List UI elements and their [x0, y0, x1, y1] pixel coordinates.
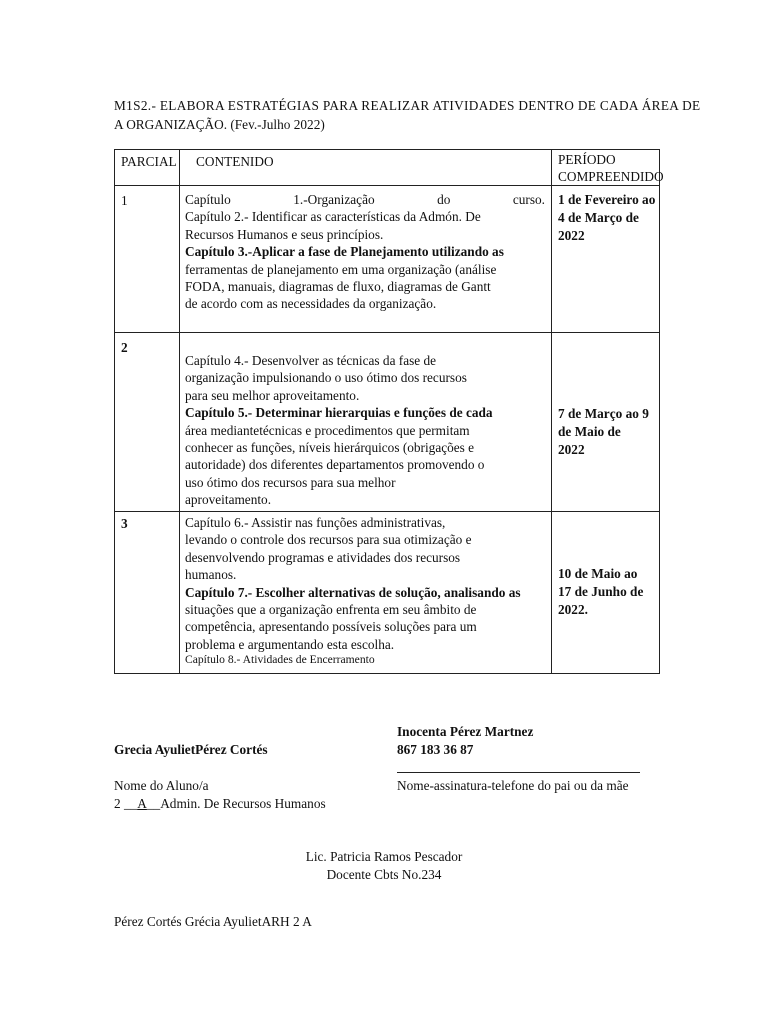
- chapter-title-line: Capítulo 3.-Aplicar a fase de Planejamento utilizando as: [185, 244, 504, 260]
- content-line: de acordo com as necessidades da organização.: [185, 296, 437, 312]
- row-1-content: [180, 186, 551, 313]
- row-2-period: [552, 333, 659, 511]
- content-line: Recursos Humanos e seus princípios.: [185, 226, 384, 242]
- content-line: ferramentas de planejamento em uma organização (análise: [185, 261, 497, 277]
- row-1-parcial: 1: [121, 193, 128, 208]
- heading-line-2: A ORGANIZAÇÃO. (Fev.-Julho 2022): [114, 117, 325, 132]
- content-line: organização impulsionando o uso ótimo dos recursos: [185, 370, 467, 386]
- content-line: desenvolvendo programas e atividades dos recursos: [185, 549, 461, 565]
- row-1-content-cell: [180, 186, 552, 333]
- period-text: [558, 191, 655, 245]
- row-2-content-cell: [180, 333, 552, 512]
- group-prefix: 2 __: [114, 796, 138, 811]
- row-2-parcial-cell: [115, 333, 180, 512]
- parent-label: Nome-assinatura-telefone do pai ou da mãe: [397, 778, 629, 793]
- content-line: Capítulo 2.- Identificar as características da Admón. De: [185, 209, 481, 225]
- row-1-word: 1.-Organização: [293, 192, 375, 207]
- content-line: uso ótimo dos recursos para sua melhor: [185, 474, 396, 490]
- period-line: de Maio de: [558, 424, 621, 439]
- header-contenido: CONTENIDO: [196, 154, 274, 169]
- content-line: problema e argumentando esta escolha.: [185, 636, 395, 652]
- header-cell-contenido: [180, 150, 552, 186]
- period-text: [558, 565, 643, 619]
- row-1-word: curso.: [512, 192, 545, 207]
- period-line: 4 de Março de: [558, 210, 639, 225]
- content-line: autoridade) dos diferentes departamentos promovendo o: [185, 457, 485, 473]
- header-cell-parcial: [115, 150, 180, 186]
- content-line: competência, apresentando possíveis soluções para um: [185, 619, 477, 635]
- content-line: Capítulo 6.- Assistir nas funções administrativas,: [185, 515, 446, 530]
- content-line: situações que a organização enfrenta em seu âmbito de: [185, 601, 477, 617]
- content-line: FODA, manuais, diagramas de fluxo, diagramas de Gantt: [185, 278, 491, 294]
- table-header-row: [115, 150, 660, 186]
- header-cell-periodo: [552, 150, 664, 186]
- row-1-period-cell: [552, 186, 660, 333]
- teacher-name: Lic. Patricia Ramos Pescador: [305, 849, 463, 864]
- period-line: 17 de Junho de: [558, 584, 644, 599]
- row-3-content-cell: [180, 512, 552, 674]
- row-1-parcial-cell: [115, 186, 180, 333]
- parent-name: Inocenta Pérez Martnez: [397, 724, 534, 739]
- period-line: 2022.: [558, 602, 588, 617]
- row-3-period-cell: [552, 512, 660, 674]
- contents-table: [114, 149, 664, 674]
- header-periodo-line-1: PERÍODO: [558, 152, 616, 167]
- period-text: [558, 405, 649, 459]
- content-line: Capítulo 4.- Desenvolver as técnicas da fase de: [185, 353, 437, 368]
- chapter-title-line: Capítulo 5.- Determinar hierarquias e funções de cada: [185, 405, 493, 421]
- student-label: Nome do Aluno/a: [114, 778, 209, 793]
- header-parcial: PARCIAL: [121, 154, 177, 169]
- table-row: [115, 512, 660, 674]
- content-line: área mediantetécnicas e procedimentos que permitam: [185, 422, 470, 438]
- row-1-first-line: [185, 191, 545, 208]
- row-2-parcial: 2: [121, 340, 128, 355]
- period-line: 2022: [558, 228, 585, 243]
- row-3-content: [180, 512, 551, 667]
- group-letter: A: [137, 796, 147, 811]
- content-line: aproveitamento.: [185, 492, 272, 508]
- student-name: Grecia AyulietPérez Cortés: [114, 742, 268, 757]
- table-row: [115, 186, 660, 333]
- content-line: para seu melhor aproveitamento.: [185, 387, 360, 403]
- row-3-parcial: 3: [121, 516, 128, 531]
- row-1-period: [552, 186, 659, 332]
- row-3-parcial-cell: [115, 512, 180, 674]
- footer-text: Pérez Cortés Grécia AyulietARH 2 A: [114, 914, 312, 929]
- header-periodo: [552, 150, 664, 185]
- row-2-content: [180, 333, 551, 509]
- header-periodo-line-2: COMPREENDIDO: [558, 169, 664, 184]
- row-1-word: do: [437, 192, 451, 207]
- parent-phone: 867 183 36 87: [397, 742, 474, 757]
- heading-line-1: M1S2.- ELABORA ESTRATÉGIAS PARA REALIZAR ATIVIDADES DENTRO DE CADA ÁREA DE: [114, 98, 701, 113]
- signature-line: [397, 772, 640, 773]
- content-line: levando o controle dos recursos para sua otimização e: [185, 532, 472, 548]
- period-line: 1 de Fevereiro ao: [558, 192, 656, 207]
- content-line: humanos.: [185, 567, 237, 583]
- chapter-title-line: Capítulo 7.- Escolher alternativas de solução, analisando as: [185, 584, 521, 600]
- period-line: 2022: [558, 442, 585, 457]
- group-line: [114, 795, 326, 812]
- row-1-word: Capítulo: [185, 192, 231, 207]
- document-heading: [114, 96, 768, 134]
- table-row: [115, 333, 660, 512]
- teacher-role: Docente Cbts No.234: [326, 867, 442, 882]
- row-2-period-cell: [552, 333, 660, 512]
- row-3-period: [552, 512, 659, 673]
- content-line: Capítulo 8.- Atividades de Encerramento: [185, 653, 375, 667]
- period-line: 7 de Março ao 9: [558, 406, 649, 421]
- content-line: conhecer as funções, níveis hierárquicos (obrigações e: [185, 439, 475, 455]
- period-line: 10 de Maio ao: [558, 566, 638, 581]
- group-suffix: __Admin. De Recursos Humanos: [146, 796, 326, 811]
